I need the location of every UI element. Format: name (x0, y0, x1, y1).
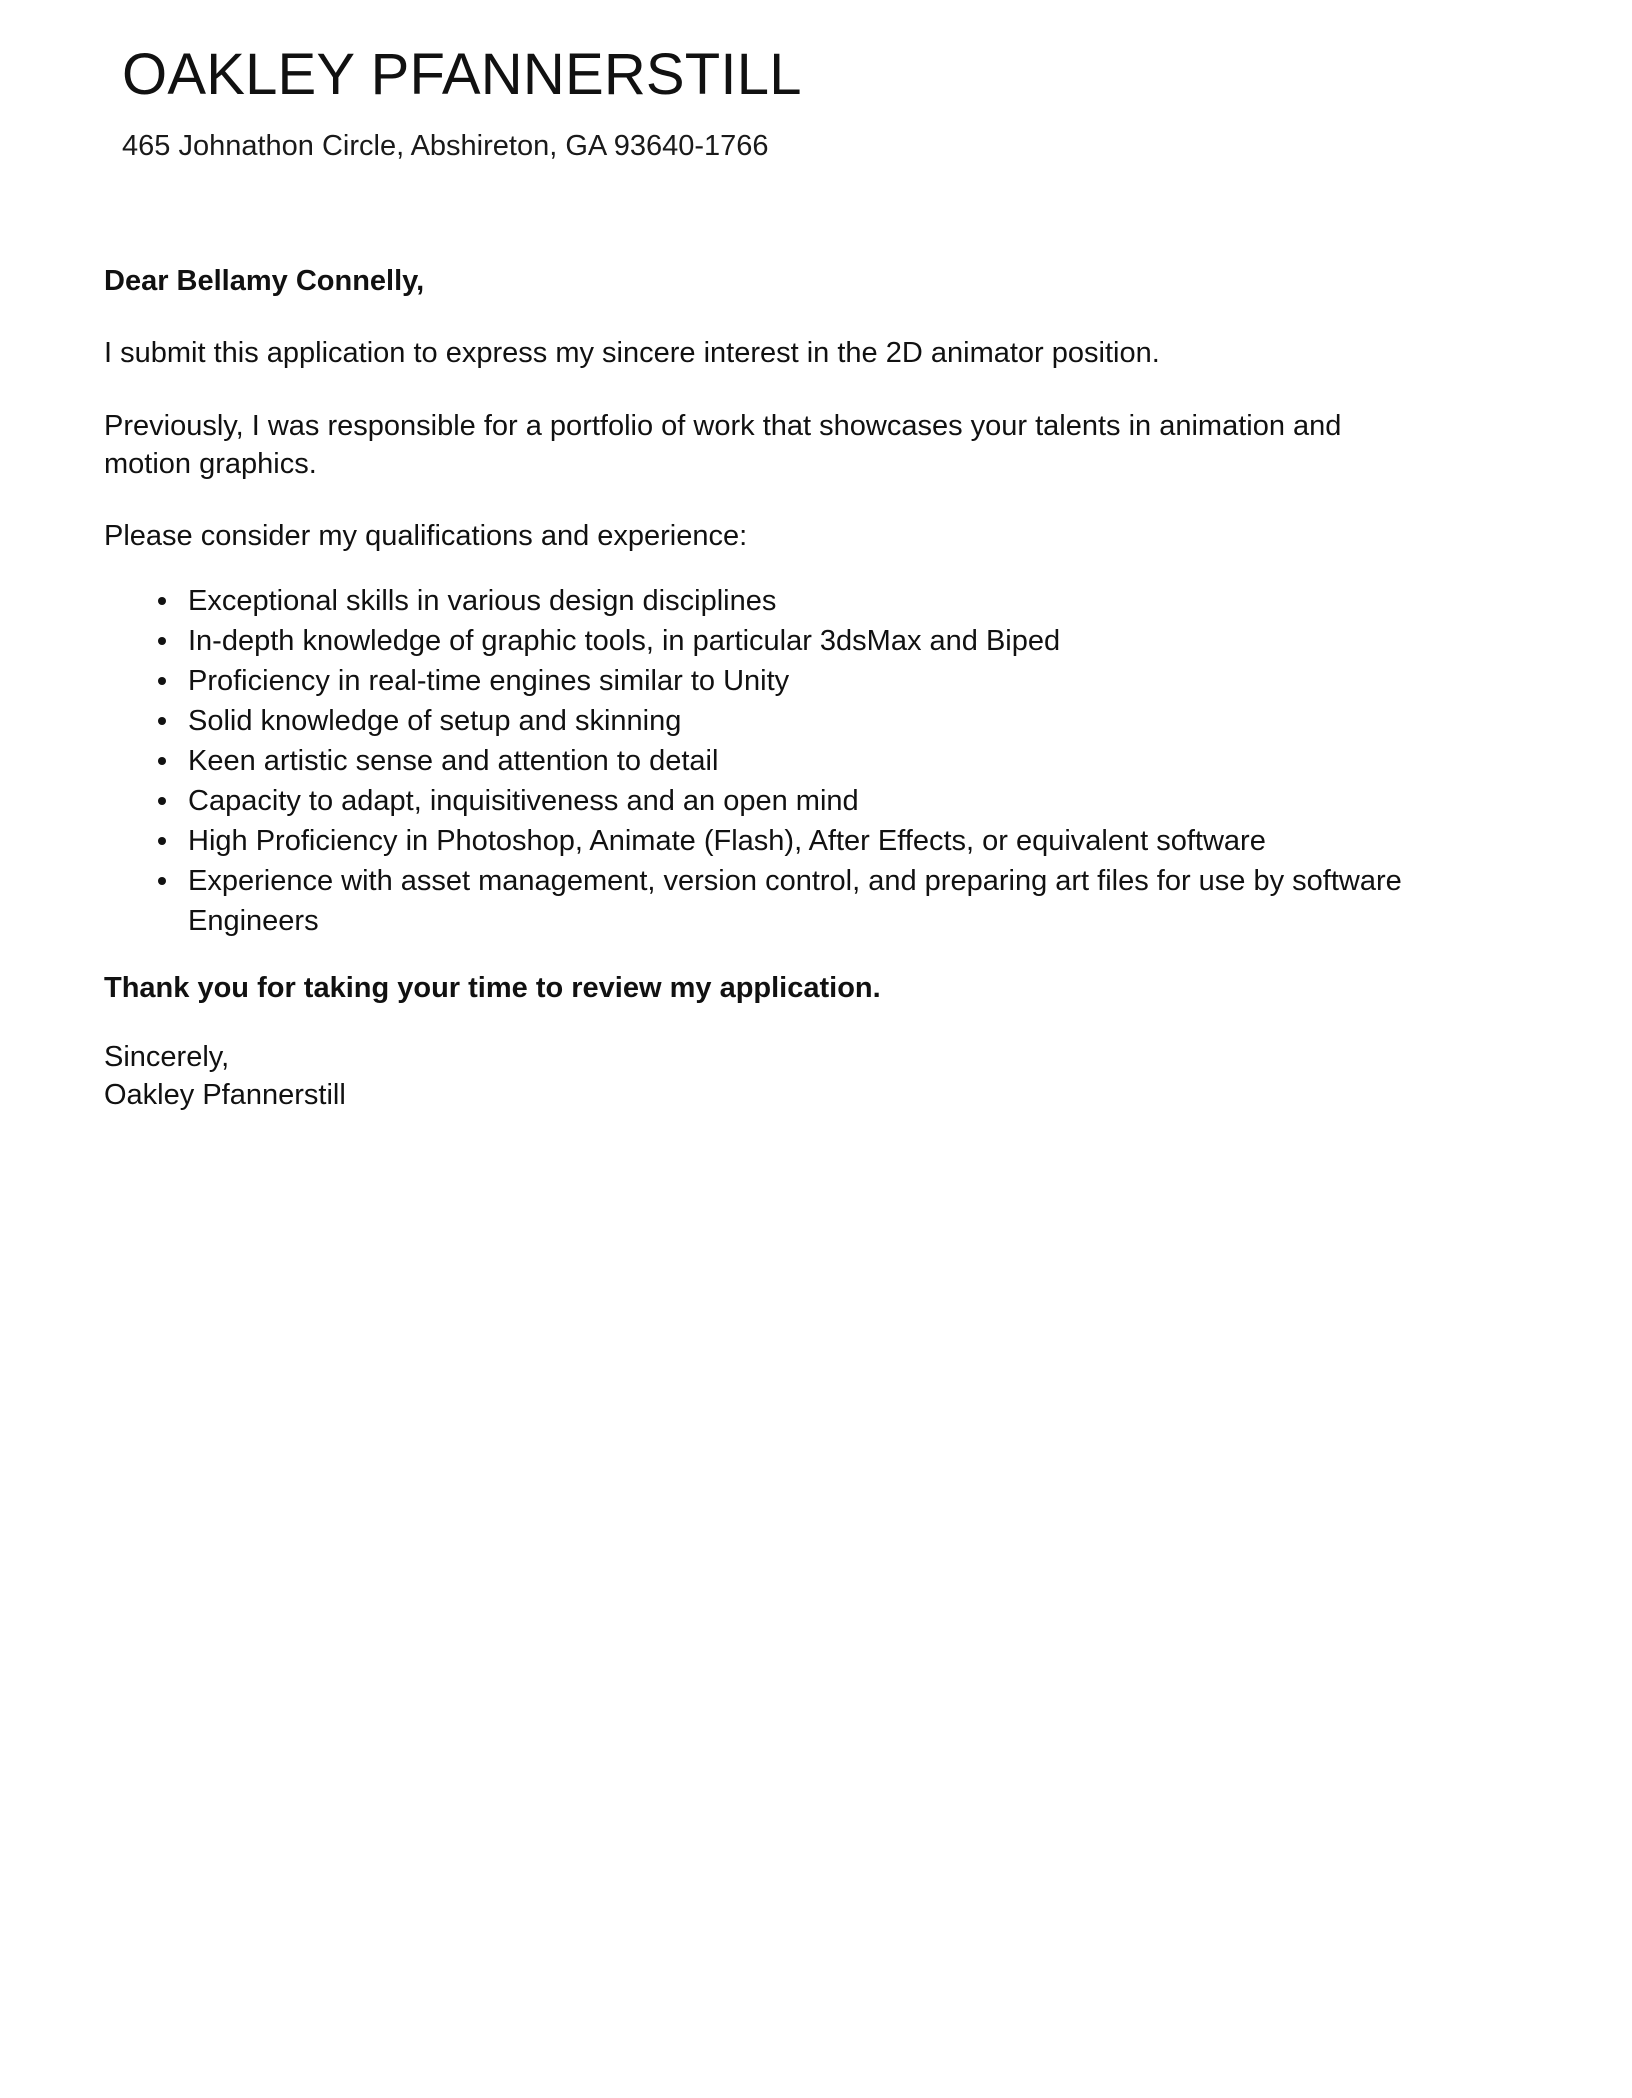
list-item: Proficiency in real-time engines similar to Unity (150, 661, 1404, 701)
letter-body (104, 262, 1404, 1115)
applicant-address: 465 Johnathon Circle, Abshireton, GA 93640-1766 (122, 130, 769, 162)
spacer (104, 373, 1404, 407)
salutation: Dear Bellamy Connelly, (104, 265, 425, 297)
spacer (104, 300, 1404, 334)
list-item: Capacity to adapt, inquisitiveness and an open mind (150, 781, 1404, 821)
list-item: Keen artistic sense and attention to detail (150, 741, 1404, 781)
signature-block (104, 1038, 1404, 1115)
spacer (104, 555, 1404, 581)
list-item: Exceptional skills in various design disciplines (150, 581, 1404, 621)
qualifications-list (104, 581, 1404, 941)
list-item: Solid knowledge of setup and skinning (150, 701, 1404, 741)
spacer (104, 941, 1404, 969)
closing-thanks: Thank you for taking your time to review my application. (104, 972, 881, 1005)
page-title: OAKLEY PFANNERSTILL (122, 42, 802, 107)
spacer (104, 1008, 1404, 1038)
list-lead-in: Please consider my qualifications and experience: (104, 520, 748, 553)
experience-paragraph: Previously, I was responsible for a portfolio of work that showcases your talents in animation and motion graphics. (104, 409, 1342, 480)
intro-paragraph: I submit this application to express my sincere interest in the 2D animator position. (104, 337, 1160, 370)
spacer (104, 483, 1404, 517)
list-item: Experience with asset management, version control, and preparing art files for use by software Engineers (150, 861, 1404, 941)
sign-off: Sincerely, (104, 1040, 230, 1073)
list-item: High Proficiency in Photoshop, Animate (Flash), After Effects, or equivalent software (150, 821, 1404, 861)
letterhead (122, 42, 1522, 164)
list-item: In-depth knowledge of graphic tools, in particular 3dsMax and Biped (150, 621, 1404, 661)
signature-name: Oakley Pfannerstill (104, 1079, 346, 1112)
